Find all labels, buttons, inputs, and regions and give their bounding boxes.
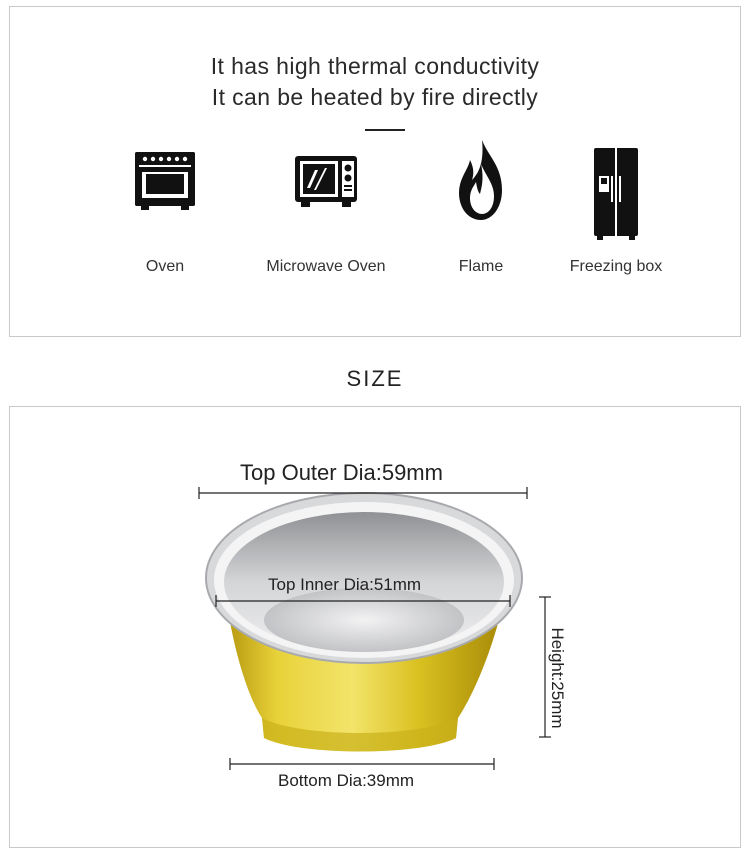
feature-microwave-label: Microwave Oven — [266, 258, 386, 275]
headline-line-1: It has high thermal conductivity — [210, 53, 540, 79]
size-heading: SIZE — [346, 366, 404, 391]
bottom-dia-label: Bottom Dia:39mm — [278, 771, 415, 790]
feature-freezing-box-label: Freezing box — [569, 258, 663, 275]
cup-floor — [264, 588, 464, 652]
height-label: Height:25mm — [548, 627, 567, 729]
top-outer-dia-label: Top Outer Dia:59mm — [240, 460, 443, 485]
bottom-dimension-line — [230, 758, 494, 770]
headline-line-2: It can be heated by fire directly — [211, 84, 539, 110]
feature-oven-label: Oven — [145, 258, 185, 275]
feature-flame-label: Flame — [458, 258, 504, 275]
top-inner-dia-label: Top Inner Dia:51mm — [268, 575, 422, 594]
